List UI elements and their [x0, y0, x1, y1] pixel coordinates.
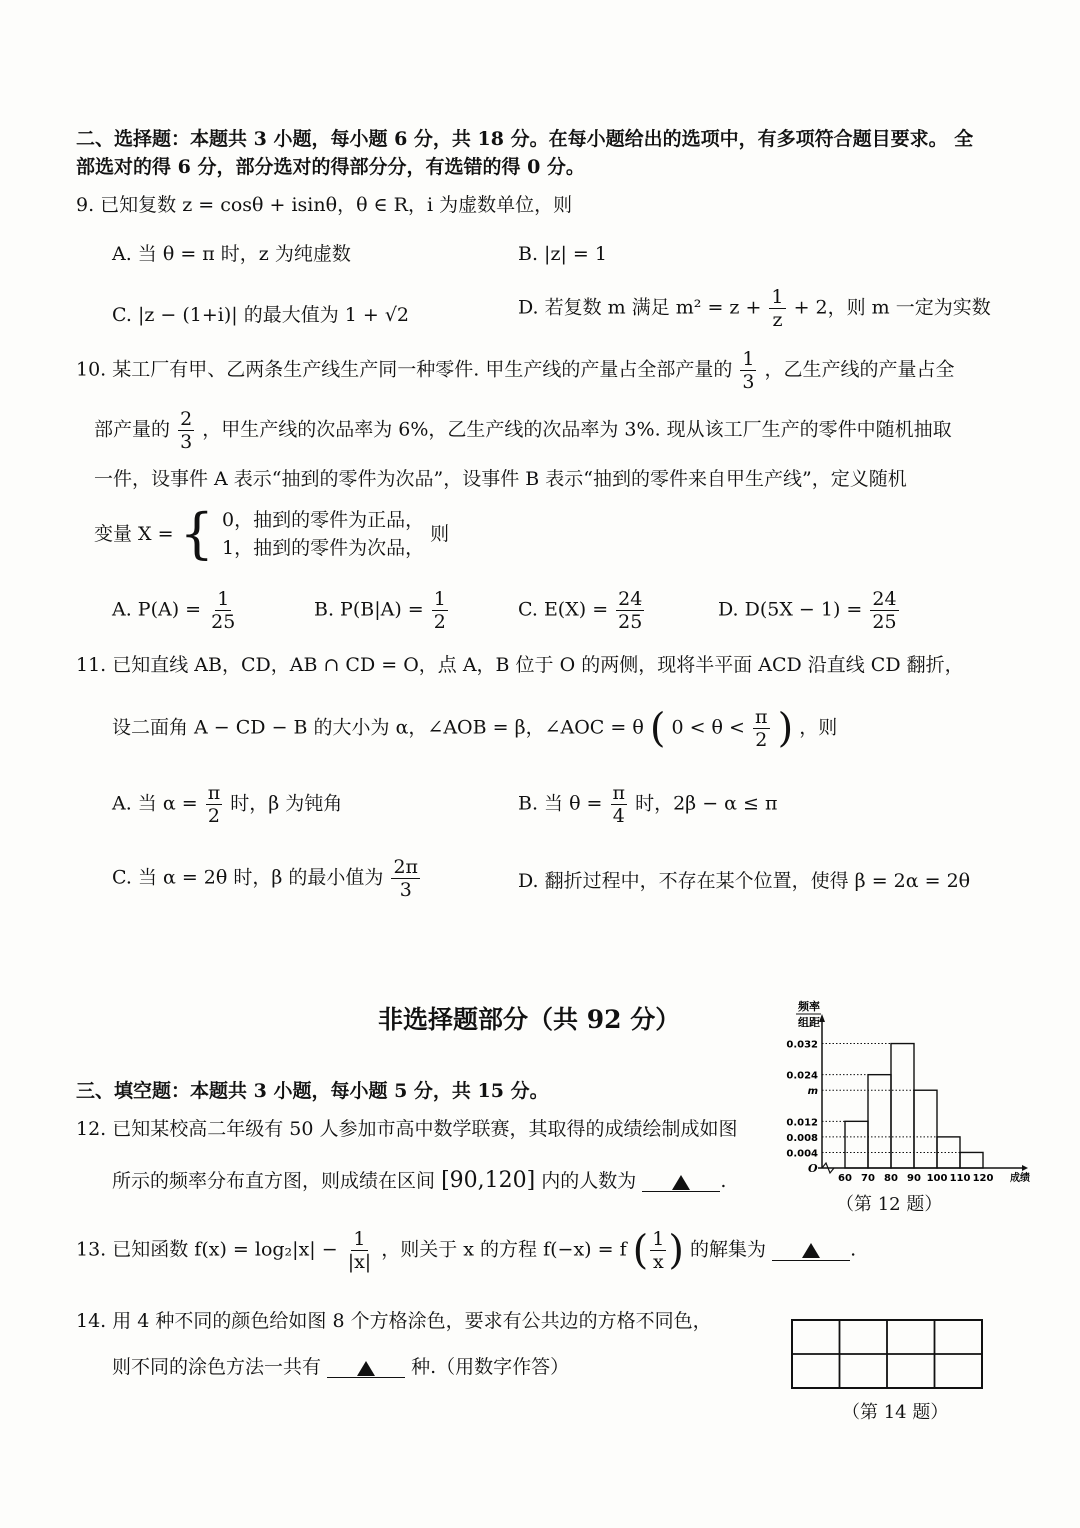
q9-option-b: B. |z| = 1	[518, 243, 607, 265]
q14-line1: 14. 用 4 种不同的颜色给如图 8 个方格涂色，要求有公共边的方格不同色，	[76, 1310, 712, 1332]
triangle-icon	[672, 1175, 690, 1190]
denominator: 25	[618, 611, 643, 633]
q11-c-fraction	[391, 856, 420, 901]
q11-b-post: 时，2β − α ≤ π	[635, 792, 778, 815]
histogram-bar	[891, 1044, 914, 1168]
numerator: 1	[771, 286, 784, 308]
q10-fraction-1-3	[740, 348, 756, 393]
numerator: 1	[353, 1228, 366, 1250]
q13-mid: ，则关于 x 的方程 f(−x) = f	[381, 1238, 627, 1261]
q9-d-post: + 2，则 m 一定为实数	[793, 296, 991, 319]
y-tick-label: 0.012	[786, 1117, 818, 1129]
q10-line2-pre: 部产量的	[94, 418, 171, 441]
q10-option-c	[518, 588, 646, 633]
histogram-bar	[960, 1152, 983, 1168]
q10-c-fraction	[616, 588, 644, 633]
q10-line4-post: 则	[430, 523, 450, 545]
q14-caption: （第 14 题）	[842, 1402, 949, 1423]
answer-blank[interactable]	[642, 1171, 720, 1192]
q14-line2-post: 种.（用数字作答）	[411, 1356, 570, 1378]
q11-a-post: 时，β 为钝角	[230, 792, 343, 815]
denominator: |x|	[347, 1251, 372, 1273]
numerator: 2	[180, 408, 193, 430]
y-tick-label: 0.032	[786, 1039, 818, 1051]
denominator: 3	[180, 431, 193, 453]
denominator: 3	[742, 371, 755, 393]
numerator: 2π	[393, 856, 419, 878]
origin-label: O	[808, 1162, 818, 1175]
histogram-bar	[914, 1090, 937, 1168]
x-tick-label: 100	[926, 1173, 948, 1184]
q11-c-pre: C. 当 α = 2θ 时，β 的最小值为	[112, 866, 384, 889]
x-tick-label: 70	[861, 1173, 875, 1184]
y-tick-label: 0.024	[786, 1070, 818, 1082]
numerator: 1	[433, 588, 446, 610]
y-axis-label-bottom: 组距	[798, 1016, 820, 1029]
q10-a-fraction	[209, 588, 237, 633]
q10-line1	[76, 348, 955, 393]
q13-fraction	[346, 1228, 374, 1273]
q10-case-2: 1，抽到的零件为次品，	[221, 537, 425, 559]
q9-option-d	[518, 286, 991, 331]
q12-end: .	[720, 1170, 727, 1192]
x-tick-label: 110	[949, 1173, 971, 1184]
q9-option-c: C. |z − (1+i)| 的最大值为 1 + √2	[112, 304, 410, 326]
denominator: z	[772, 309, 783, 331]
q11-line1: 11. 已知直线 AB，CD，AB ∩ CD = O，点 A，B 位于 O 的两侧，现将半平面 ACD 沿直线 CD 翻折，	[76, 654, 964, 676]
q13-post: 的解集为	[690, 1238, 767, 1261]
q10-b-fraction	[432, 588, 448, 633]
q13-line	[76, 1228, 856, 1273]
grid-figure-2x4	[790, 1318, 984, 1390]
q10-c-pre: C. E(X) =	[518, 598, 609, 621]
q11-line2-post: ，则	[799, 716, 838, 739]
q14-line2-pre: 则不同的涂色方法一共有	[112, 1356, 322, 1378]
q10-line3: 一件，设事件 A 表示“抽到的零件为次品”，设事件 B 表示“抽到的零件来自甲生产线”，定义随机	[94, 468, 907, 490]
q10-cases	[222, 506, 424, 562]
q10-case-1: 0，抽到的零件为正品，	[221, 509, 425, 531]
q11-paren-pre: 0 < θ <	[671, 716, 745, 739]
q14-line2	[112, 1354, 569, 1380]
q10-line1-post: ，乙生产线的产量占全	[764, 358, 955, 381]
q12-line2	[112, 1168, 726, 1194]
denominator: 25	[211, 611, 236, 633]
denominator: x	[652, 1251, 664, 1273]
x-tick-label: 60	[838, 1173, 852, 1184]
q10-b-pre: B. P(B|A) =	[314, 598, 424, 621]
q11-b-pre: B. 当 θ =	[518, 792, 603, 815]
q10-d-fraction	[870, 588, 898, 633]
q9-d-pre: D. 若复数 m 满足 m² = z +	[518, 296, 762, 319]
answer-blank[interactable]	[327, 1357, 405, 1378]
histogram-bar	[845, 1121, 868, 1168]
y-tick-label: m	[807, 1086, 818, 1098]
y-axis-label-top: 频率	[798, 1000, 820, 1013]
q10-line2	[94, 408, 952, 453]
q10-option-d	[718, 588, 901, 633]
q10-line4-pre: 变量 X =	[94, 523, 174, 545]
frequency-histogram	[770, 998, 1030, 1188]
denominator: 3	[399, 879, 412, 901]
q9-d-fraction	[769, 286, 785, 331]
q10-option-b	[314, 588, 450, 633]
q11-option-a	[112, 782, 342, 827]
q10-option-a	[112, 588, 239, 633]
numerator: π	[612, 782, 626, 804]
q11-option-c	[112, 856, 422, 901]
q10-line1-pre: 10. 某工厂有甲、乙两条生产线生产同一种零件. 甲生产线的产量占全部产量的	[76, 358, 733, 381]
q11-option-d: D. 翻折过程中，不存在某个位置，使得 β = 2α = 2θ	[518, 870, 971, 892]
numerator: 24	[872, 588, 897, 610]
triangle-icon	[802, 1243, 820, 1258]
q9-option-a: A. 当 θ = π 时，z 为纯虚数	[112, 243, 351, 265]
x-tick-label: 120	[972, 1173, 994, 1184]
left-brace-icon: {	[179, 502, 214, 565]
numerator: 24	[618, 588, 643, 610]
x-tick-label: 80	[884, 1173, 898, 1184]
numerator: 1	[742, 348, 755, 370]
q11-line2-pre: 设二面角 A − CD − B 的大小为 α，∠AOB = β，∠AOC = θ	[112, 716, 644, 739]
q12-line2-pre: 所示的频率分布直方图，则成绩在区间	[112, 1170, 436, 1192]
denominator: 2	[755, 729, 768, 751]
numerator: 1	[217, 588, 230, 610]
q12-line2-post: 内的人数为	[541, 1170, 637, 1192]
q11-a-pre: A. 当 α =	[112, 792, 198, 815]
denominator: 25	[872, 611, 897, 633]
x-axis-arrow	[1022, 1165, 1028, 1171]
y-tick-label: 0.008	[786, 1132, 818, 1144]
q11-option-b	[518, 782, 777, 827]
q13-end: .	[850, 1238, 857, 1261]
q9-stem: 9. 已知复数 z = cosθ + isinθ，θ ∈ R，i 为虚数单位，则	[76, 194, 573, 216]
q12-caption: （第 12 题）	[836, 1194, 943, 1215]
histogram-bar	[868, 1075, 891, 1168]
q10-d-pre: D. D(5X − 1) =	[718, 598, 863, 621]
numerator: π	[207, 782, 221, 804]
section3-header: 三、填空题：本题共 3 小题，每小题 5 分，共 15 分。	[76, 1080, 549, 1102]
denominator: 2	[433, 611, 446, 633]
denominator: 2	[207, 805, 220, 827]
right-paren-icon: )	[777, 705, 794, 752]
q12-line1: 12. 已知某校高二年级有 50 人参加市高中数学联赛，其取得的成绩绘制成如图	[76, 1118, 738, 1140]
q10-fraction-2-3	[178, 408, 194, 453]
x-axis-label: 成绩	[1010, 1173, 1030, 1184]
q11-fraction-pi-2	[753, 706, 770, 751]
q10-line4	[94, 502, 450, 565]
left-paren-icon: (	[632, 1227, 649, 1274]
answer-blank[interactable]	[772, 1240, 850, 1261]
numerator: π	[755, 706, 768, 728]
y-tick-label: 0.004	[786, 1148, 818, 1160]
q13-pre: 13. 已知函数 f(x) = log₂|x| −	[76, 1238, 338, 1261]
left-paren-icon: (	[649, 705, 666, 752]
part2-title: 非选择题部分（共 92 分）	[378, 1005, 681, 1034]
numerator: 1	[652, 1228, 665, 1250]
q11-line2	[112, 706, 837, 751]
section2-header-line1: 二、选择题：本题共 3 小题，每小题 6 分，共 18 分。在每小题给出的选项中，有多项符合题目要求。 全	[76, 128, 974, 150]
q10-line2-post: ，甲生产线的次品率为 6%，乙生产线的次品率为 3%. 现从该工厂生产的零件中随机抽取	[202, 418, 952, 441]
q13-arg-fraction	[650, 1228, 666, 1273]
x-tick-label: 90	[907, 1173, 921, 1184]
section2-header-line2: 部选对的得 6 分，部分选对的得部分分，有选错的得 0 分。	[76, 156, 585, 178]
right-paren-icon: )	[668, 1227, 684, 1274]
triangle-icon	[357, 1361, 375, 1376]
denominator: 4	[612, 805, 625, 827]
q12-interval: [90,120]	[441, 1168, 536, 1193]
q10-a-pre: A. P(A) =	[112, 598, 202, 621]
q11-b-fraction	[611, 782, 628, 827]
q11-a-fraction	[206, 782, 223, 827]
